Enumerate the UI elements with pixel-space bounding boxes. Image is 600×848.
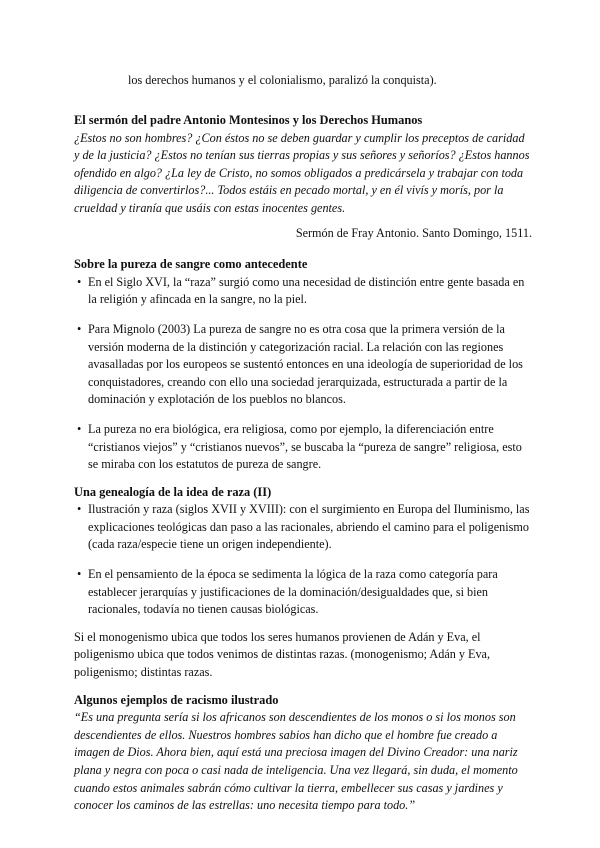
list-item-text: La pureza no era biológica, era religiosa, como por ejemplo, la diferenciación entre “cristianos viejos” y “cristianos nuevos”, se buscaba la “pureza de sangre” religiosa, esto se miraba con los estatutos de pureza de sangre. [88, 421, 522, 472]
list-item [74, 321, 532, 409]
bullet-list [74, 501, 532, 619]
list-item-text: Ilustración y raza (siglos XVII y XVIII): con el surgimiento en Europa del Iluminismo, las explicaciones teológicas dan paso a las racionales, abriendo el camino para el poligenismo (cada raza/especie tiene un origen independiente). [88, 502, 530, 552]
bullet-icon: • [77, 567, 82, 582]
body-paragraph: Si el monogenismo ubica que todos los seres humanos provienen de Adán y Eva, el poligenismo ubica que todos venimos de distintas razas. (monogenismo; Adán y Eva, poligenismo; distintas razas. [74, 629, 490, 680]
list-item [74, 421, 532, 474]
bullet-icon: • [77, 274, 82, 289]
section-genealogia [74, 484, 532, 682]
bullet-list [74, 274, 532, 474]
section-heading: Algunos ejemplos de racismo ilustrado [74, 692, 279, 707]
section-montesinos [74, 112, 532, 242]
bullet-icon: • [77, 321, 82, 336]
continuation-line: los derechos humanos y el colonialismo, paralizó la conquista). [128, 73, 437, 87]
section-racismo-ilustrado [74, 692, 532, 815]
bullet-icon: • [77, 502, 82, 517]
list-item [74, 566, 532, 619]
racism-quote: “Es una pregunta sería si los africanos son descendientes de los monos o si los monos son descendientes de ellos. Nuestros hombres sabios han dicho que el hombre fue creado a imagen de Dios. Ahora bien, aquí está una preciosa imagen del Divino Creador: una nariz plana y negra con poca o casi nada de inteligencia. Una vez llegará, sin duda, el momento cuando estos animales sabrán cómo cultivar la tierra, embellecer sus casas y jardines y conocer los caminos de las estrellas: uno necesita tiempo para todo.” [74, 710, 518, 813]
section-pureza [74, 256, 532, 474]
section-heading: Una genealogía de la idea de raza (II) [74, 484, 272, 499]
section-heading: El sermón del padre Antonio Montesinos y los Derechos Humanos [74, 113, 423, 127]
list-item [74, 501, 532, 554]
list-item [74, 274, 532, 309]
list-item-text: En el pensamiento de la época se sedimenta la lógica de la raza como categoría para establecer jerarquías y justificaciones de la dominación/desigualdades que, si bien racionales, todavía no tienen causas biológicas. [88, 567, 498, 617]
list-item-text: En el Siglo XVI, la “raza” surgió como una necesidad de distinción entre gente basada en la religión y afincada en la sangre, no la piel. [88, 274, 525, 307]
sermon-quote: ¿Estos no son hombres? ¿Con éstos no se deben guardar y cumplir los preceptos de caridad y de la justicia? ¿Estos no tenían sus tierras propias y sus señores y señoríos? ¿Estos hannos ofendido en algo? ¿La ley de Cristo, no somos obligados a predicársela y trabajar con toda diligencia de convertirlos?... Todos estáis en pecado mortal, y en él vivís y morís, por la crueldad y tiranía que usáis con estas inocentes gentes. [74, 130, 530, 215]
sermon-attribution: Sermón de Fray Antonio. Santo Domingo, 1511. [295, 225, 532, 240]
document-content [74, 112, 532, 815]
section-heading: Sobre la pureza de sangre como antecedente [74, 257, 308, 272]
list-item-text: Para Mignolo (2003) La pureza de sangre no es otra cosa que la primera versión de la versión moderna de la distinción y categorización racial. La relación con las regiones avasalladas por los europeos se sustentó entonces en una ideología de superioridad de los conquistadores, creando con ello una sociedad jerarquizada, estructurada a partir de la dominación y explotación de los pueblos no blancos. [88, 321, 523, 407]
bullet-icon: • [77, 421, 82, 436]
